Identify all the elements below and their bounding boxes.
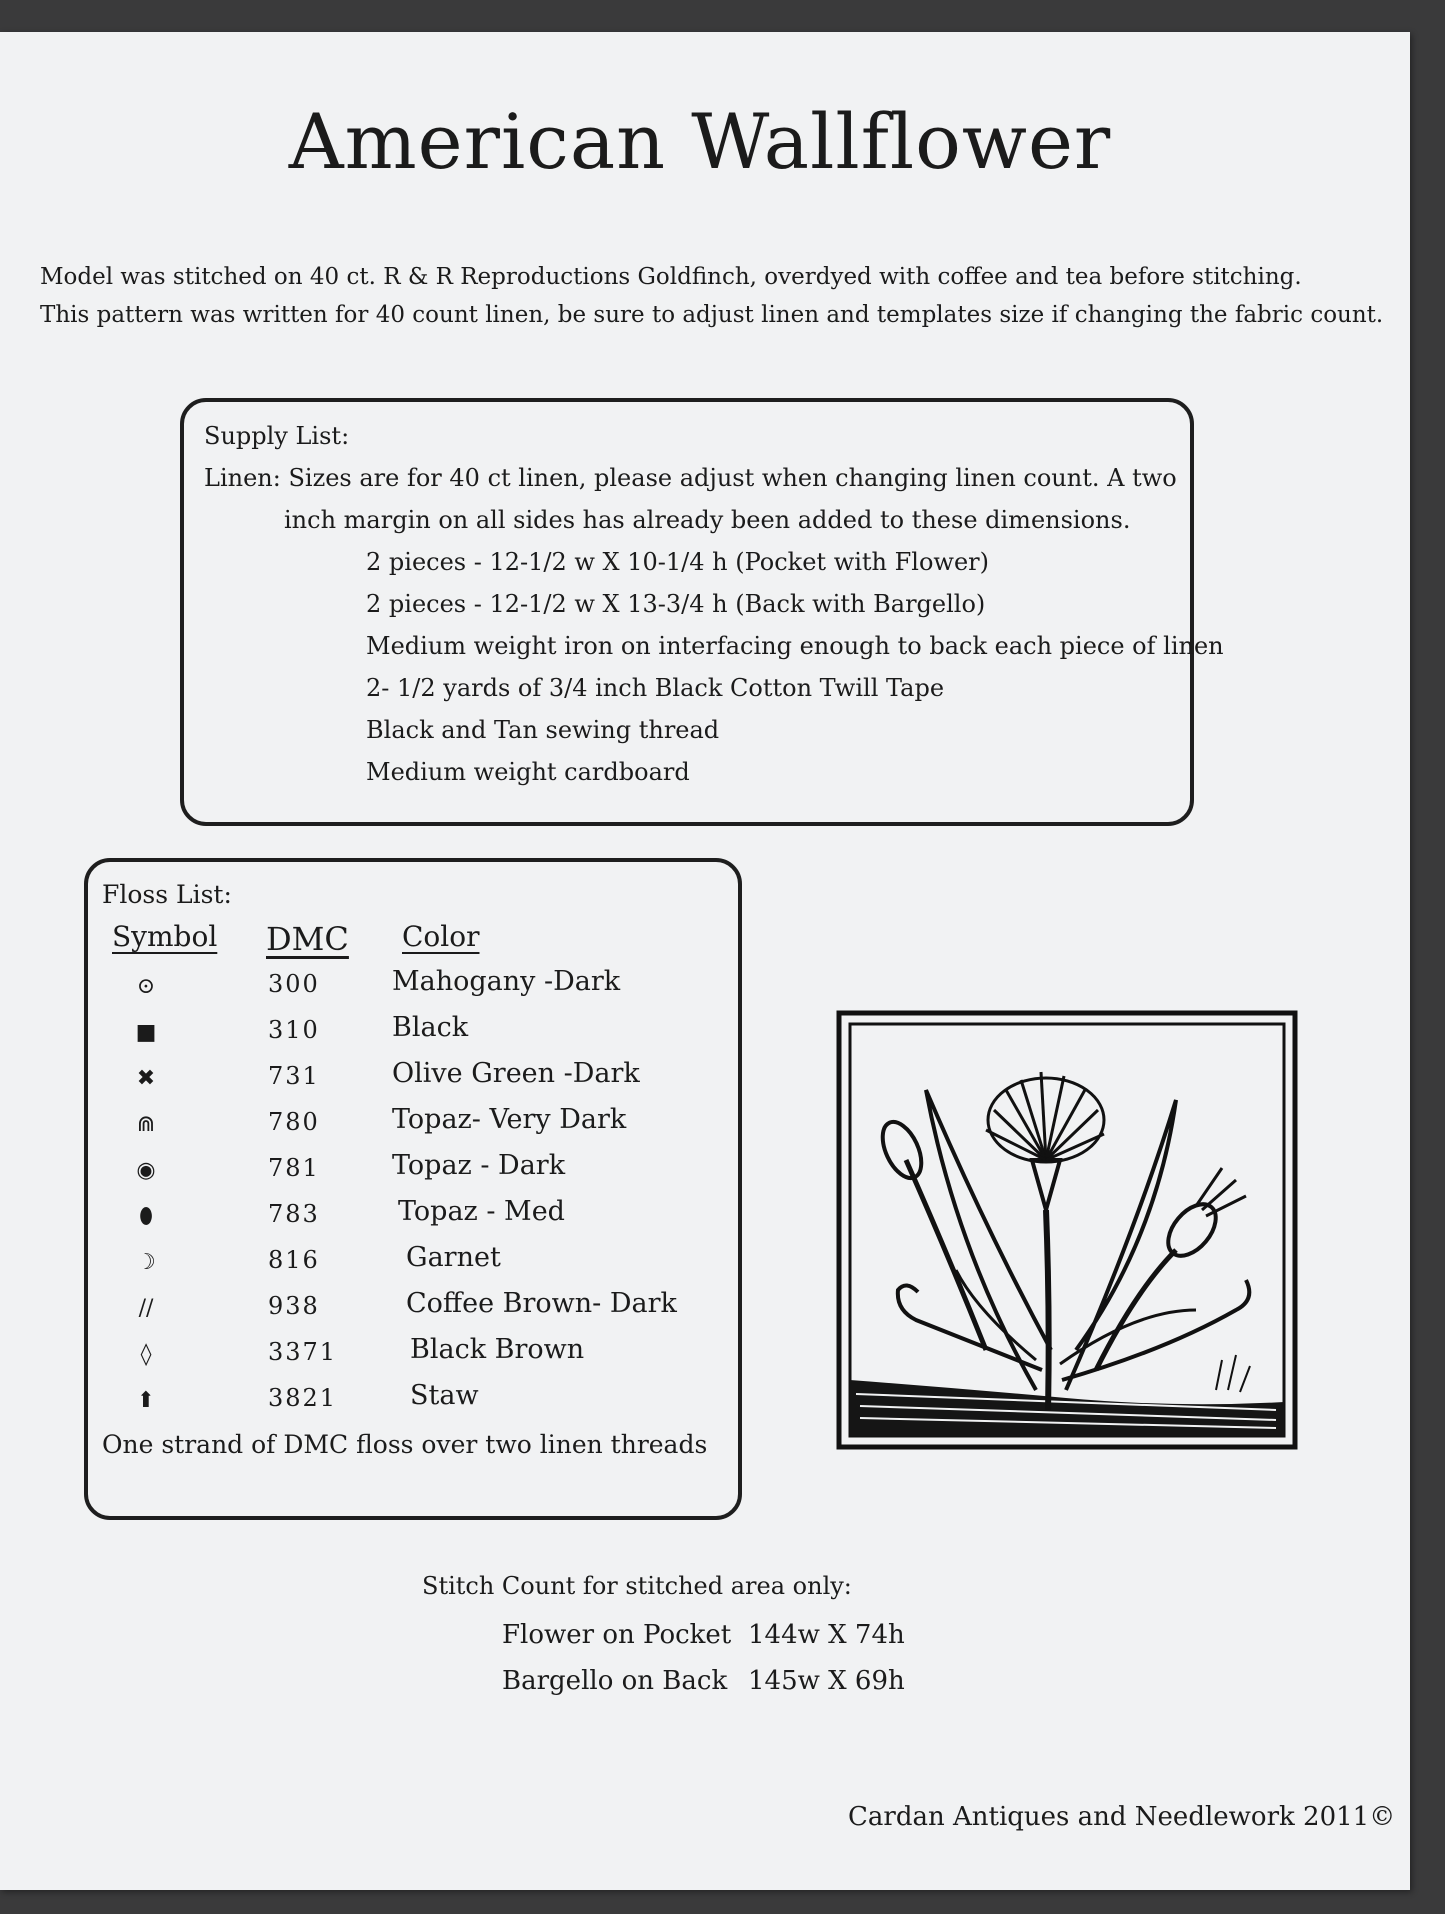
floss-col-dmc: DMC (266, 920, 349, 958)
floss-color: Black Brown (410, 1334, 585, 1365)
pattern-page (0, 32, 1410, 1890)
floss-color: Black (392, 1012, 469, 1043)
floss-color: Mahogany -Dark (392, 966, 621, 997)
symbol-arrow-up-icon: ⬆ (136, 1388, 156, 1413)
floss-col-color: Color (402, 920, 480, 953)
copyright-footer: Cardan Antiques and Needlework 2011© (848, 1802, 1396, 1832)
supply-item: 2 pieces - 12-1/2 w X 13-3/4 h (Back with Bargello) (366, 590, 986, 618)
floss-color: Topaz- Very Dark (392, 1104, 627, 1135)
floss-dmc: 731 (268, 1062, 320, 1090)
supply-item: 2- 1/2 yards of 3/4 inch Black Cotton Twill Tape (366, 674, 945, 702)
supply-linen-line-2: inch margin on all sides has already been added to these dimensions. (284, 506, 1131, 534)
symbol-x-icon: ✖ (136, 1066, 156, 1091)
floss-dmc: 310 (268, 1016, 320, 1044)
floss-color: Staw (410, 1380, 479, 1411)
stitch-count-value: 144w X 74h (748, 1620, 905, 1650)
floss-col-symbol: Symbol (112, 920, 218, 953)
supply-item: Black and Tan sewing thread (366, 716, 720, 744)
floss-color: Coffee Brown- Dark (406, 1288, 677, 1319)
symbol-crescent-icon: ☽ (136, 1250, 156, 1275)
floss-dmc: 781 (268, 1154, 320, 1182)
supply-item: 2 pieces - 12-1/2 w X 10-1/4 h (Pocket with Flower) (366, 548, 990, 576)
wallflower-woodcut-image (836, 1010, 1298, 1450)
symbol-ring-icon: ◉ (136, 1158, 156, 1183)
floss-dmc: 300 (268, 970, 320, 998)
supply-item: Medium weight cardboard (366, 758, 690, 786)
symbol-oval-icon: ⬮ (139, 1204, 153, 1229)
symbol-double-slash-icon: // (138, 1296, 154, 1321)
floss-note: One strand of DMC floss over two linen threads (102, 1430, 708, 1459)
floss-dmc: 783 (268, 1200, 320, 1228)
floss-dmc: 3821 (268, 1384, 338, 1412)
supply-heading: Supply List: (204, 422, 350, 450)
floss-dmc: 3371 (268, 1338, 338, 1366)
symbol-diamond-icon: ◊ (140, 1342, 152, 1367)
symbol-square-icon: ■ (135, 1020, 157, 1045)
floss-color: Olive Green -Dark (392, 1058, 640, 1089)
supply-linen-line-1: Linen: Sizes are for 40 ct linen, please adjust when changing linen count. A two (204, 464, 1177, 492)
supply-list-box (180, 398, 1224, 826)
supply-item: Medium weight iron on interfacing enough to back each piece of linen (366, 632, 1224, 660)
intro-line-1: Model was stitched on 40 ct. R & R Reproductions Goldfinch, overdyed with coffee and tea before stitching. (40, 264, 1302, 290)
floss-dmc: 938 (268, 1292, 320, 1320)
symbol-arch-icon: ⋒ (136, 1112, 156, 1137)
symbol-circle-dot-icon: ⊙ (136, 974, 156, 999)
floss-color: Topaz - Dark (392, 1150, 566, 1181)
floss-color: Garnet (406, 1242, 501, 1273)
stitch-count-heading: Stitch Count for stitched area only: (422, 1572, 852, 1600)
stitch-count-label: Flower on Pocket (502, 1620, 732, 1650)
floss-list-box (84, 858, 742, 1520)
floss-dmc: 780 (268, 1108, 320, 1136)
stitch-count-value: 145w X 69h (748, 1666, 905, 1696)
intro-line-2: This pattern was written for 40 count linen, be sure to adjust linen and templates size if changing the fabric count. (40, 302, 1384, 328)
stitch-count-label: Bargello on Back (502, 1666, 728, 1696)
page-title: American Wallflower (288, 97, 1112, 186)
floss-dmc: 816 (268, 1246, 320, 1274)
floss-heading: Floss List: (102, 880, 232, 909)
floss-color: Topaz - Med (398, 1196, 565, 1227)
